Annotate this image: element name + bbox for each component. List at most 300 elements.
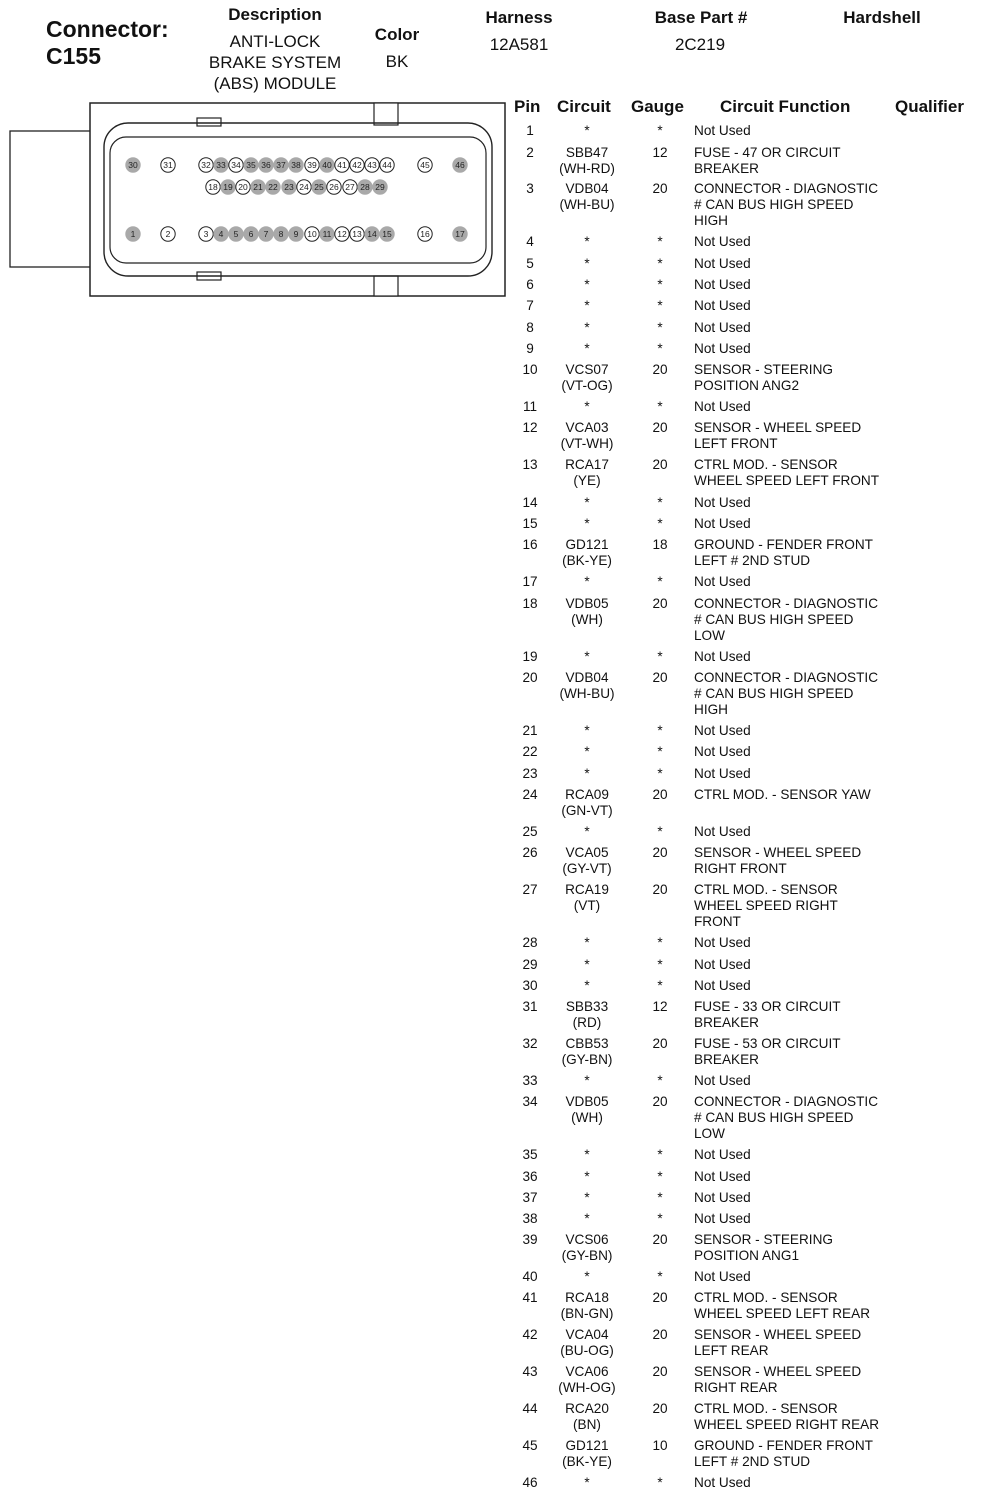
circuit-function bbox=[694, 145, 904, 177]
wire-gauge: 20 bbox=[652, 1327, 668, 1342]
circuit-function bbox=[694, 882, 904, 929]
pin-cavity-label: 45 bbox=[420, 160, 430, 170]
circuit-cell bbox=[545, 277, 629, 293]
wire-gauge: * bbox=[657, 1073, 663, 1088]
function-line: Not Used bbox=[694, 234, 751, 249]
wire-gauge: 20 bbox=[652, 1036, 668, 1051]
pin-cavity-label: 31 bbox=[163, 160, 173, 170]
function-line: BREAKER bbox=[694, 1014, 759, 1030]
function-line: FUSE - 33 OR CIRCUIT bbox=[694, 999, 841, 1014]
description-label: Description bbox=[228, 5, 322, 24]
pin-number: 33 bbox=[522, 1073, 538, 1088]
pin-number: 9 bbox=[526, 341, 534, 356]
function-line: FRONT bbox=[694, 913, 741, 929]
function-line: CONNECTOR - DIAGNOSTIC bbox=[694, 1094, 879, 1109]
wire-gauge: 10 bbox=[652, 1438, 668, 1453]
circuit-function bbox=[694, 362, 904, 394]
pin-cavity-label: 12 bbox=[337, 229, 347, 239]
pin-number: 28 bbox=[522, 935, 538, 950]
harness-label: Harness bbox=[485, 8, 553, 27]
circuit-id: VCS06 bbox=[565, 1232, 609, 1247]
harness-value: 12A581 bbox=[489, 35, 549, 54]
pin-cavity-label: 1 bbox=[130, 229, 136, 239]
pin-number: 30 bbox=[522, 978, 538, 993]
wire-gauge: * bbox=[657, 1269, 663, 1284]
wire-color: (GN-VT) bbox=[561, 802, 613, 818]
pin-cavity-label: 40 bbox=[322, 160, 332, 170]
circuit-id: * bbox=[584, 1169, 590, 1184]
circuit-id: * bbox=[584, 723, 590, 738]
wire-color: (VT-OG) bbox=[561, 377, 613, 393]
circuit-function bbox=[694, 1211, 904, 1227]
circuit-cell bbox=[545, 298, 629, 314]
function-line: LOW bbox=[694, 1125, 725, 1141]
pin-cavity-label: 28 bbox=[360, 182, 370, 192]
wire-gauge: * bbox=[657, 1211, 663, 1226]
wire-gauge: * bbox=[657, 1147, 663, 1162]
pin-cavity-label: 23 bbox=[284, 182, 294, 192]
description-value bbox=[190, 31, 360, 94]
circuit-function bbox=[694, 256, 904, 272]
wire-gauge: 20 bbox=[652, 457, 668, 472]
function-line: LEFT REAR bbox=[694, 1342, 769, 1358]
circuit-function bbox=[694, 1190, 904, 1206]
circuit-function bbox=[694, 1147, 904, 1163]
wire-color: (GY-VT) bbox=[562, 860, 612, 876]
pin-cavity-label: 5 bbox=[233, 229, 239, 239]
circuit-function bbox=[694, 744, 904, 760]
circuit-cell bbox=[545, 399, 629, 415]
pin-number: 41 bbox=[522, 1290, 538, 1305]
circuit-function bbox=[694, 537, 904, 569]
wire-color: (VT) bbox=[573, 897, 601, 913]
circuit-id: * bbox=[584, 978, 590, 993]
wire-gauge: 20 bbox=[652, 1401, 668, 1416]
pin-number: 5 bbox=[526, 256, 534, 271]
pin-number: 22 bbox=[522, 744, 538, 759]
circuit-id: * bbox=[584, 320, 590, 335]
circuit-function bbox=[694, 1364, 904, 1396]
circuit-id: * bbox=[584, 1475, 590, 1490]
function-line: Not Used bbox=[694, 277, 751, 292]
color-value: BK bbox=[385, 52, 409, 71]
circuit-id: RCA19 bbox=[565, 882, 609, 897]
wire-color: (GY-BN) bbox=[561, 1247, 613, 1263]
circuit-function bbox=[694, 999, 904, 1031]
function-line: LEFT # 2ND STUD bbox=[694, 552, 811, 568]
wire-color: (WH-BU) bbox=[559, 196, 615, 212]
function-line: GROUND - FENDER FRONT bbox=[694, 537, 873, 552]
circuit-id: SBB47 bbox=[565, 145, 609, 160]
pin-number: 35 bbox=[522, 1147, 538, 1162]
pin-number: 19 bbox=[522, 649, 538, 664]
circuit-id: VCA04 bbox=[565, 1327, 609, 1342]
pin-number: 44 bbox=[522, 1401, 538, 1416]
wire-gauge: * bbox=[657, 298, 663, 313]
pin-number: 38 bbox=[522, 1211, 538, 1226]
pin-cavity-label: 37 bbox=[276, 160, 286, 170]
circuit-function bbox=[694, 234, 904, 250]
hardshell-label: Hardshell bbox=[843, 8, 921, 27]
wire-gauge: * bbox=[657, 1475, 663, 1490]
circuit-id: * bbox=[584, 574, 590, 589]
circuit-id: VDB04 bbox=[565, 181, 609, 196]
function-line: CTRL MOD. - SENSOR YAW bbox=[694, 787, 871, 802]
circuit-cell bbox=[545, 516, 629, 532]
circuit-id: VCS07 bbox=[565, 362, 609, 377]
wire-gauge: 18 bbox=[652, 537, 668, 552]
function-line: Not Used bbox=[694, 399, 751, 414]
wire-gauge: 12 bbox=[652, 145, 668, 160]
pin-cavity-label: 15 bbox=[382, 229, 392, 239]
pin-number: 16 bbox=[522, 537, 538, 552]
function-line: CTRL MOD. - SENSOR bbox=[694, 1401, 838, 1416]
pin-number: 45 bbox=[522, 1438, 538, 1453]
wire-color: (VT-WH) bbox=[560, 435, 614, 451]
function-line: BREAKER bbox=[694, 160, 759, 176]
function-line: SENSOR - WHEEL SPEED bbox=[694, 420, 862, 435]
function-line: CTRL MOD. - SENSOR bbox=[694, 1290, 838, 1305]
circuit-cell bbox=[545, 935, 629, 951]
pin-cavity-label: 39 bbox=[307, 160, 317, 170]
function-line: LEFT FRONT bbox=[694, 435, 778, 451]
connector-face bbox=[110, 137, 486, 263]
circuit-cell bbox=[545, 457, 629, 489]
circuit-function bbox=[694, 596, 904, 643]
pin-number: 8 bbox=[526, 320, 534, 335]
function-line: Not Used bbox=[694, 1147, 751, 1162]
circuit-id: * bbox=[584, 1190, 590, 1205]
circuit-id: * bbox=[584, 1211, 590, 1226]
circuit-id: * bbox=[584, 516, 590, 531]
pin-number: 20 bbox=[522, 670, 538, 685]
pin-cavity-label: 24 bbox=[299, 182, 309, 192]
wire-gauge: * bbox=[657, 574, 663, 589]
pin-number: 46 bbox=[522, 1475, 538, 1490]
circuit-cell bbox=[545, 1232, 629, 1264]
circuit-id: RCA18 bbox=[565, 1290, 609, 1305]
function-line: FUSE - 53 OR CIRCUIT bbox=[694, 1036, 841, 1051]
circuit-cell bbox=[545, 362, 629, 394]
function-line: RIGHT REAR bbox=[694, 1379, 778, 1395]
circuit-function bbox=[694, 341, 904, 357]
wire-color: (BU-OG) bbox=[560, 1342, 614, 1358]
circuit-id: * bbox=[584, 1269, 590, 1284]
function-line: Not Used bbox=[694, 1169, 751, 1184]
pin-number: 10 bbox=[522, 362, 538, 377]
circuit-cell bbox=[545, 957, 629, 973]
circuit-id: VCA06 bbox=[565, 1364, 609, 1379]
pin-cavity-label: 13 bbox=[352, 229, 362, 239]
wire-gauge: 20 bbox=[652, 1290, 668, 1305]
circuit-cell bbox=[545, 1401, 629, 1433]
circuit-function bbox=[694, 1475, 904, 1491]
circuit-cell bbox=[545, 145, 629, 177]
circuit-cell bbox=[545, 1169, 629, 1185]
description-line: ANTI-LOCK bbox=[229, 32, 321, 51]
wire-gauge: 20 bbox=[652, 596, 668, 611]
wire-gauge: * bbox=[657, 399, 663, 414]
wire-color: (YE) bbox=[573, 472, 601, 488]
circuit-id: SBB33 bbox=[565, 999, 609, 1014]
circuit-function bbox=[694, 845, 904, 877]
circuit-cell bbox=[545, 537, 629, 569]
circuit-function bbox=[694, 1327, 904, 1359]
base-part-label: Base Part # bbox=[654, 8, 748, 27]
circuit-id: * bbox=[584, 766, 590, 781]
pin-number: 2 bbox=[526, 145, 534, 160]
pin-number: 23 bbox=[522, 766, 538, 781]
circuit-function bbox=[694, 978, 904, 994]
circuit-cell bbox=[545, 495, 629, 511]
function-line: CTRL MOD. - SENSOR bbox=[694, 457, 838, 472]
wire-gauge: 20 bbox=[652, 882, 668, 897]
function-line: LEFT # 2ND STUD bbox=[694, 1453, 811, 1469]
wire-color: (BN-GN) bbox=[560, 1305, 614, 1321]
pin-cavity-label: 38 bbox=[291, 160, 301, 170]
circuit-id: VDB04 bbox=[565, 670, 609, 685]
wire-gauge: 20 bbox=[652, 1094, 668, 1109]
key-slot bbox=[374, 103, 398, 125]
function-line: HIGH bbox=[694, 701, 728, 717]
circuit-function bbox=[694, 123, 904, 139]
circuit-id: * bbox=[584, 935, 590, 950]
circuit-cell bbox=[545, 787, 629, 819]
pin-number: 34 bbox=[522, 1094, 538, 1109]
key-tab bbox=[197, 118, 221, 126]
pin-number: 3 bbox=[526, 181, 534, 196]
pin-number: 13 bbox=[522, 457, 538, 472]
function-line: Not Used bbox=[694, 574, 751, 589]
pin-cavity-label: 25 bbox=[314, 182, 324, 192]
function-line: # CAN BUS HIGH SPEED bbox=[694, 611, 854, 627]
pin-cavity-label: 11 bbox=[322, 229, 332, 239]
pin-number: 36 bbox=[522, 1169, 538, 1184]
function-line: LOW bbox=[694, 627, 725, 643]
function-line: SENSOR - WHEEL SPEED bbox=[694, 1364, 862, 1379]
circuit-function bbox=[694, 1073, 904, 1089]
pin-cavity-label: 35 bbox=[246, 160, 256, 170]
function-line: Not Used bbox=[694, 298, 751, 313]
circuit-function bbox=[694, 1169, 904, 1185]
circuit-cell bbox=[545, 1211, 629, 1227]
pin-number: 18 bbox=[522, 596, 538, 611]
function-line: Not Used bbox=[694, 766, 751, 781]
function-line: Not Used bbox=[694, 320, 751, 335]
circuit-function bbox=[694, 1094, 904, 1141]
pin-cavity-label: 43 bbox=[367, 160, 377, 170]
function-line: Not Used bbox=[694, 1190, 751, 1205]
wire-gauge: * bbox=[657, 341, 663, 356]
circuit-cell bbox=[545, 1364, 629, 1396]
circuit-cell bbox=[545, 1438, 629, 1470]
circuit-cell bbox=[545, 1190, 629, 1206]
col-header-qualifier: Qualifier bbox=[895, 97, 964, 116]
pin-number: 39 bbox=[522, 1232, 538, 1247]
wire-gauge: * bbox=[657, 935, 663, 950]
circuit-id: * bbox=[584, 234, 590, 249]
wire-gauge: * bbox=[657, 256, 663, 271]
connector-id: C155 bbox=[46, 43, 101, 69]
pin-number: 27 bbox=[522, 882, 538, 897]
circuit-cell bbox=[545, 123, 629, 139]
circuit-function bbox=[694, 1290, 904, 1322]
col-header-circuit: Circuit bbox=[557, 97, 611, 116]
circuit-function bbox=[694, 420, 904, 452]
wire-color: (RD) bbox=[572, 1014, 602, 1030]
pin-cavity-label: 32 bbox=[201, 160, 211, 170]
pin-cavity-label: 29 bbox=[375, 182, 385, 192]
circuit-function bbox=[694, 495, 904, 511]
circuit-cell bbox=[545, 234, 629, 250]
pin-cavity-label: 46 bbox=[455, 160, 465, 170]
pin-number: 26 bbox=[522, 845, 538, 860]
circuit-cell bbox=[545, 882, 629, 914]
circuit-cell bbox=[545, 723, 629, 739]
circuit-function bbox=[694, 1269, 904, 1285]
wire-color: (WH-BU) bbox=[559, 685, 615, 701]
circuit-cell bbox=[545, 649, 629, 665]
circuit-cell bbox=[545, 766, 629, 782]
description-line: (ABS) MODULE bbox=[213, 74, 337, 93]
function-line: SENSOR - STEERING bbox=[694, 1232, 833, 1247]
pin-cavity-label: 30 bbox=[128, 160, 138, 170]
circuit-id: * bbox=[584, 649, 590, 664]
circuit-id: CBB53 bbox=[565, 1036, 609, 1051]
pin-cavity-label: 4 bbox=[218, 229, 224, 239]
wire-gauge: 20 bbox=[652, 362, 668, 377]
pin-cavity-label: 6 bbox=[248, 229, 254, 239]
circuit-function bbox=[694, 649, 904, 665]
circuit-cell bbox=[545, 670, 629, 702]
function-line: Not Used bbox=[694, 649, 751, 664]
circuit-cell bbox=[545, 744, 629, 760]
circuit-id: * bbox=[584, 341, 590, 356]
wire-color: (WH-OG) bbox=[558, 1379, 616, 1395]
circuit-function bbox=[694, 181, 904, 228]
pin-cavity-label: 26 bbox=[329, 182, 339, 192]
function-line: Not Used bbox=[694, 1211, 751, 1226]
wire-gauge: * bbox=[657, 723, 663, 738]
function-line: WHEEL SPEED LEFT REAR bbox=[694, 1305, 871, 1321]
circuit-id: GD121 bbox=[565, 537, 609, 552]
circuit-id: RCA17 bbox=[565, 457, 609, 472]
circuit-cell bbox=[545, 1073, 629, 1089]
circuit-id: GD121 bbox=[565, 1438, 609, 1453]
function-line: WHEEL SPEED RIGHT bbox=[694, 897, 838, 913]
circuit-function bbox=[694, 277, 904, 293]
circuit-id: * bbox=[584, 298, 590, 313]
circuit-id: * bbox=[584, 495, 590, 510]
circuit-cell bbox=[545, 320, 629, 336]
circuit-function bbox=[694, 935, 904, 951]
wire-gauge: 20 bbox=[652, 787, 668, 802]
wire-gauge: * bbox=[657, 1169, 663, 1184]
circuit-cell bbox=[545, 845, 629, 877]
circuit-function bbox=[694, 298, 904, 314]
wire-gauge: * bbox=[657, 320, 663, 335]
pin-cavity-label: 14 bbox=[367, 229, 377, 239]
function-line: Not Used bbox=[694, 1475, 751, 1490]
function-line: # CAN BUS HIGH SPEED bbox=[694, 685, 854, 701]
wire-color: (GY-BN) bbox=[561, 1051, 613, 1067]
wire-color: (WH) bbox=[571, 1109, 603, 1125]
pin-number: 29 bbox=[522, 957, 538, 972]
function-line: Not Used bbox=[694, 744, 751, 759]
pin-cavity-label: 18 bbox=[208, 182, 218, 192]
circuit-cell bbox=[545, 1475, 629, 1491]
function-line: SENSOR - WHEEL SPEED bbox=[694, 1327, 862, 1342]
circuit-id: * bbox=[584, 744, 590, 759]
function-line: GROUND - FENDER FRONT bbox=[694, 1438, 873, 1453]
key-slot bbox=[374, 276, 398, 296]
connector-diagram bbox=[0, 95, 512, 300]
pin-number: 31 bbox=[522, 999, 538, 1014]
function-line: HIGH bbox=[694, 212, 728, 228]
function-line: Not Used bbox=[694, 1073, 751, 1088]
wire-gauge: 20 bbox=[652, 670, 668, 685]
wire-gauge: * bbox=[657, 649, 663, 664]
pin-number: 24 bbox=[522, 787, 538, 802]
function-line: SENSOR - WHEEL SPEED bbox=[694, 845, 862, 860]
circuit-id: * bbox=[584, 277, 590, 292]
pin-number: 17 bbox=[522, 574, 538, 589]
circuit-function bbox=[694, 723, 904, 739]
function-line: POSITION ANG2 bbox=[694, 377, 799, 393]
wire-gauge: * bbox=[657, 1190, 663, 1205]
pin-cavity-label: 21 bbox=[253, 182, 263, 192]
color-label: Color bbox=[374, 25, 420, 44]
circuit-cell bbox=[545, 596, 629, 628]
function-line: RIGHT FRONT bbox=[694, 860, 787, 876]
pin-number: 15 bbox=[522, 516, 538, 531]
function-line: Not Used bbox=[694, 1269, 751, 1284]
wire-color: (BK-YE) bbox=[562, 1453, 612, 1469]
pin-cavity-label: 27 bbox=[345, 182, 355, 192]
pin-number: 11 bbox=[522, 399, 538, 414]
circuit-id: VDB05 bbox=[565, 596, 609, 611]
wire-gauge: * bbox=[657, 766, 663, 781]
circuit-cell bbox=[545, 1147, 629, 1163]
circuit-function bbox=[694, 457, 904, 489]
pin-number: 32 bbox=[522, 1036, 538, 1051]
pin-cavity-label: 44 bbox=[382, 160, 392, 170]
function-line: # CAN BUS HIGH SPEED bbox=[694, 1109, 854, 1125]
circuit-id: * bbox=[584, 1147, 590, 1162]
pin-number: 43 bbox=[522, 1364, 538, 1379]
pin-number: 14 bbox=[522, 495, 538, 510]
pin-cavity-label: 22 bbox=[268, 182, 278, 192]
wire-gauge: 20 bbox=[652, 845, 668, 860]
circuit-cell bbox=[545, 574, 629, 590]
pin-cavity-label: 2 bbox=[165, 229, 171, 239]
pin-cavity-label: 41 bbox=[337, 160, 347, 170]
circuit-cell bbox=[545, 1327, 629, 1359]
wire-color: (WH) bbox=[571, 611, 603, 627]
wire-gauge: * bbox=[657, 978, 663, 993]
pin-number: 1 bbox=[526, 123, 534, 138]
circuit-cell bbox=[545, 420, 629, 452]
pin-cavity-label: 7 bbox=[263, 229, 269, 239]
circuit-cell bbox=[545, 978, 629, 994]
wire-color: (WH-RD) bbox=[559, 160, 615, 176]
wire-color: (BK-YE) bbox=[562, 552, 612, 568]
circuit-cell bbox=[545, 1036, 629, 1068]
base-part-value: 2C219 bbox=[674, 35, 726, 54]
pin-number: 7 bbox=[526, 298, 534, 313]
function-line: Not Used bbox=[694, 256, 751, 271]
pin-cavity-label: 8 bbox=[278, 229, 284, 239]
